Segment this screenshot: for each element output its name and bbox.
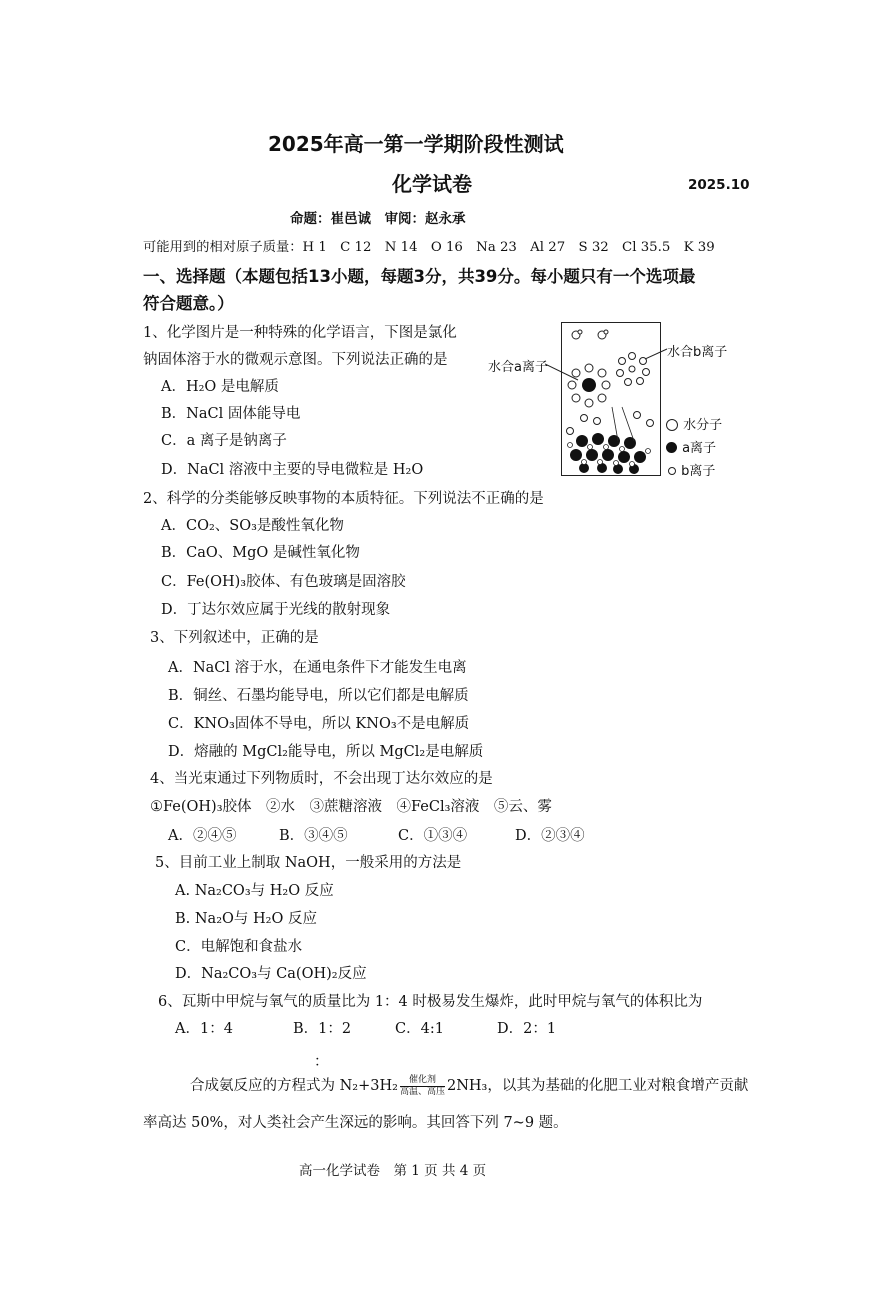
passage-line-2: 率高达 50%，对人类社会产生深远的影响。其回答下列 7~9 题。 [143,1115,568,1131]
q6-stem: 6、瓦斯中甲烷与氧气的质量比为 1：4 时极易发生爆炸，此时甲烷与氧气的体积比为 [158,994,703,1010]
q6-option-a[interactable]: A．1：4 [175,1021,233,1037]
authors-line: 命题：崔邑诚 审阅：赵永承 [290,211,466,227]
q4-option-d[interactable]: D．②③④ [515,828,585,844]
catalyst-label: 催化剂 [400,1075,445,1087]
q3-stem: 3、下列叙述中，正确的是 [150,630,319,646]
water-molecule-icon [666,419,678,431]
q5-stem: 5、目前工业上制取 NaOH，一般采用的方法是 [155,855,462,871]
reaction-conditions [400,1075,445,1098]
atomic-masses: 可能用到的相对原子质量：H 1 C 12 N 14 O 16 Na 23 Al 27 S 32 Cl 35.5 K 39 [143,240,715,255]
diagram-illustration [562,323,660,475]
label-hydrated-b: 水合b离子 [667,345,728,360]
legend-b [668,460,715,479]
page-subtitle: 化学试卷 [392,172,472,196]
section-heading-cont: 符合题意。） [143,294,234,313]
legend-a-label: a离子 [682,441,717,456]
q2-option-a[interactable]: A．CO₂、SO₃是酸性氧化物 [161,518,344,534]
q5-option-d[interactable]: D．Na₂CO₃与 Ca(OH)₂反应 [175,966,367,982]
q4-option-c[interactable]: C．①③④ [398,828,468,844]
q3-option-a[interactable]: A．NaCl 溶于水，在通电条件下才能发生电离 [168,660,467,676]
conditions-label: 高温、高压 [399,1086,445,1097]
page-title: 2025年高一第一学期阶段性测试 [268,132,564,156]
exam-date: 2025.10 [688,177,750,193]
q3-option-b[interactable]: B．铜丝、石墨均能导电，所以它们都是电解质 [168,688,469,704]
legend-b-label: b离子 [681,464,716,479]
q4-stem: 4、当光束通过下列物质时，不会出现丁达尔效应的是 [150,771,493,787]
page-footer: 高一化学试卷 第 1 页 共 4 页 [299,1163,487,1179]
q6-option-b[interactable]: B．1：2 [293,1021,352,1037]
b-ion-icon [668,467,676,475]
q4-option-a[interactable]: A．②④⑤ [168,828,237,844]
q1-option-d[interactable]: D．NaCl 溶液中主要的导电微粒是 H₂O [161,462,424,478]
q4-items: ①Fe(OH)₃胶体 ②水 ③蔗糖溶液 ④FeCl₃溶液 ⑤云、雾 [150,799,552,815]
q1-option-c[interactable]: C．a 离子是钠离子 [161,433,287,449]
pointer-line-a [545,362,580,382]
q1-option-a[interactable]: A．H₂O 是电解质 [161,379,279,395]
q1-stem-line2: 钠固体溶于水的微观示意图。下列说法正确的是 [143,352,448,368]
legend-a [666,437,716,456]
legend-water-label: 水分子 [683,418,723,433]
q2-option-c[interactable]: C．Fe(OH)₃胶体、有色玻璃是固溶胶 [161,574,406,590]
legend-water [666,414,722,433]
stray-colon: ： [314,1054,329,1070]
q1-stem-line1: 1、化学图片是一种特殊的化学语言，下图是氯化 [143,325,457,341]
q5-option-b[interactable]: B. Na₂O与 H₂O 反应 [175,911,317,927]
q6-option-d[interactable]: D．2：1 [497,1021,557,1037]
q2-stem: 2、科学的分类能够反映事物的本质特征。下列说法不正确的是 [143,491,544,507]
label-hydrated-a: 水合a离子 [488,360,548,375]
section-heading: 一、选择题（本题包括13小题，每题3分，共39分。每小题只有一个选项最 [143,267,696,286]
q4-option-b[interactable]: B．③④⑤ [279,828,348,844]
q1-option-b[interactable]: B．NaCl 固体能导电 [161,406,301,422]
a-ion-icon [666,442,677,453]
q3-option-d[interactable]: D．熔融的 MgCl₂能导电，所以 MgCl₂是电解质 [168,744,484,760]
passage-line-1 [190,1074,748,1098]
q2-option-b[interactable]: B．CaO、MgO 是碱性氧化物 [161,545,360,561]
pointer-line-b [645,347,669,361]
equation-rhs: 2NH₃，以其为基础的化肥工业对粮食增产贡献 [446,1078,749,1094]
equation-lhs: 合成氨反应的方程式为 N₂+3H₂ [190,1078,398,1094]
q5-option-c[interactable]: C．电解饱和食盐水 [175,939,303,955]
q3-option-c[interactable]: C．KNO₃固体不导电，所以 KNO₃不是电解质 [168,716,470,732]
diagram-frame [561,322,661,476]
q5-option-a[interactable]: A. Na₂CO₃与 H₂O 反应 [175,883,334,899]
q6-option-c[interactable]: C．4:1 [395,1021,444,1037]
q2-option-d[interactable]: D．丁达尔效应属于光线的散射现象 [161,602,391,618]
